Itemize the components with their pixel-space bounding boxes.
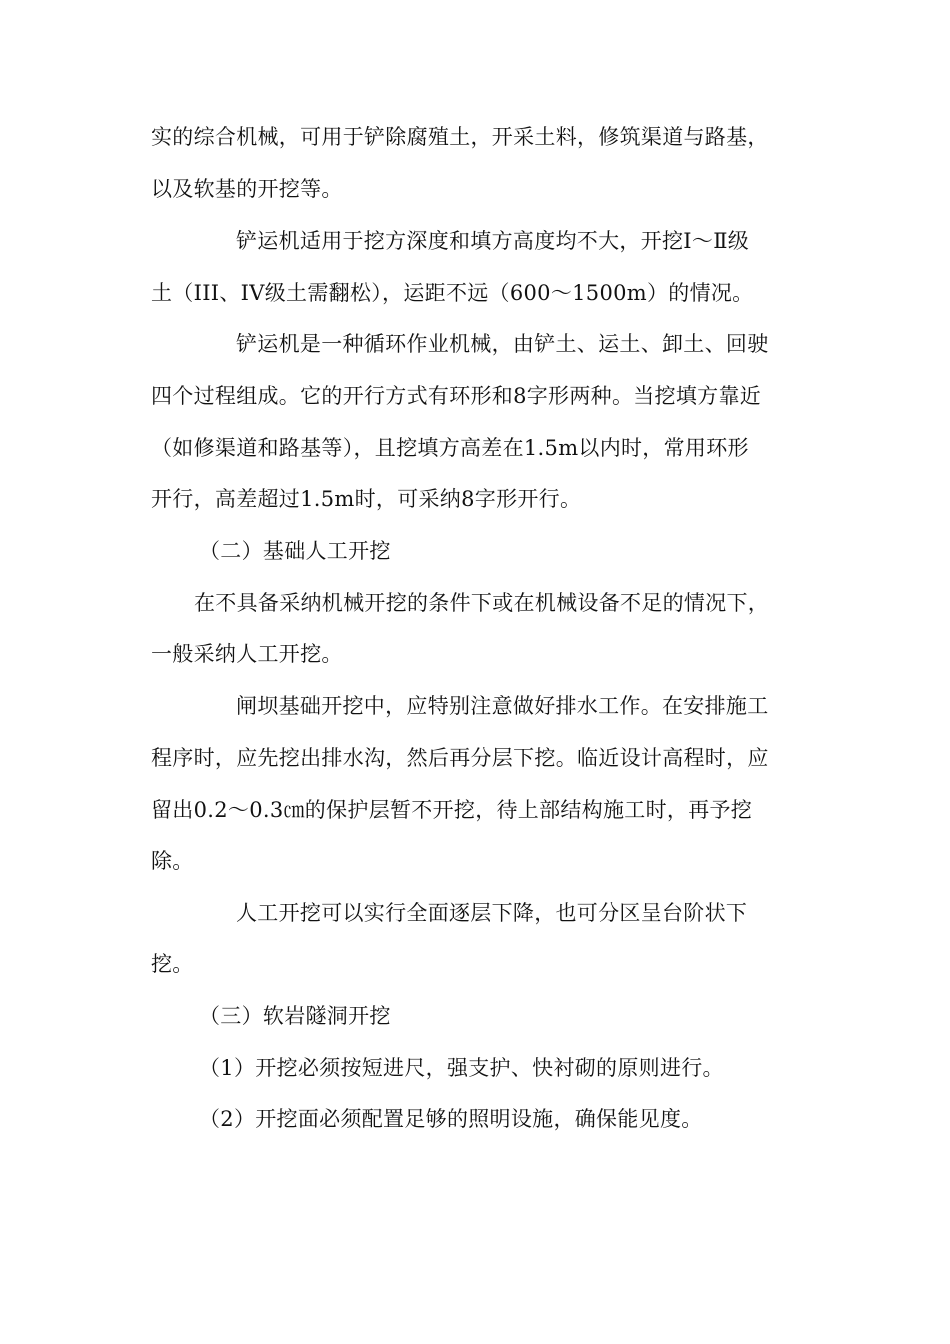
text-line: 程序时，应先挖出排水沟，然后再分层下挖。临近设计高程时，应	[151, 746, 769, 770]
section-heading: （三）软岩隧洞开挖	[199, 1004, 391, 1028]
text-line: 铲运机适用于挖方深度和填方高度均不大，开挖Ⅰ～Ⅱ级	[236, 229, 750, 253]
text-line: 人工开挖可以实行全面逐层下降，也可分区呈台阶状下	[236, 901, 748, 925]
text-line: 挖。	[151, 952, 194, 976]
text-line: 除。	[151, 849, 194, 873]
text-line: 四个过程组成。它的开行方式有环形和8字形两种。当挖填方靠近	[151, 384, 762, 408]
text-line: 留出0.2～0.3㎝的保护层暂不开挖，待上部结构施工时，再予挖	[151, 798, 753, 822]
text-line: 在不具备采纳机械开挖的条件下或在机械设备不足的情况下，	[194, 591, 770, 615]
text-line: （如修渠道和路基等），且挖填方高差在1.5m以内时，常用环形	[151, 436, 749, 460]
text-line: 铲运机是一种循环作业机械，由铲土、运土、卸土、回驶	[236, 332, 769, 356]
text-line: 闸坝基础开挖中，应特别注意做好排水工作。在安排施工	[236, 694, 769, 718]
text-line: 开行，高差超过1.5m时，可采纳8字形开行。	[151, 487, 582, 511]
list-item: （1）开挖必须按短进尺，强支护、快衬砌的原则进行。	[199, 1056, 724, 1080]
text-line: 一般采纳人工开挖。	[151, 642, 343, 666]
section-heading: （二）基础人工开挖	[199, 539, 391, 563]
list-item: （2）开挖面必须配置足够的照明设施，确保能见度。	[199, 1107, 703, 1131]
text-line: 土（III、IV级土需翻松），运距不远（600～1500m）的情况。	[151, 281, 754, 305]
text-line: 实的综合机械，可用于铲除腐殖土，开采土料，修筑渠道与路基，	[151, 125, 769, 149]
text-line: 以及软基的开挖等。	[151, 177, 343, 201]
